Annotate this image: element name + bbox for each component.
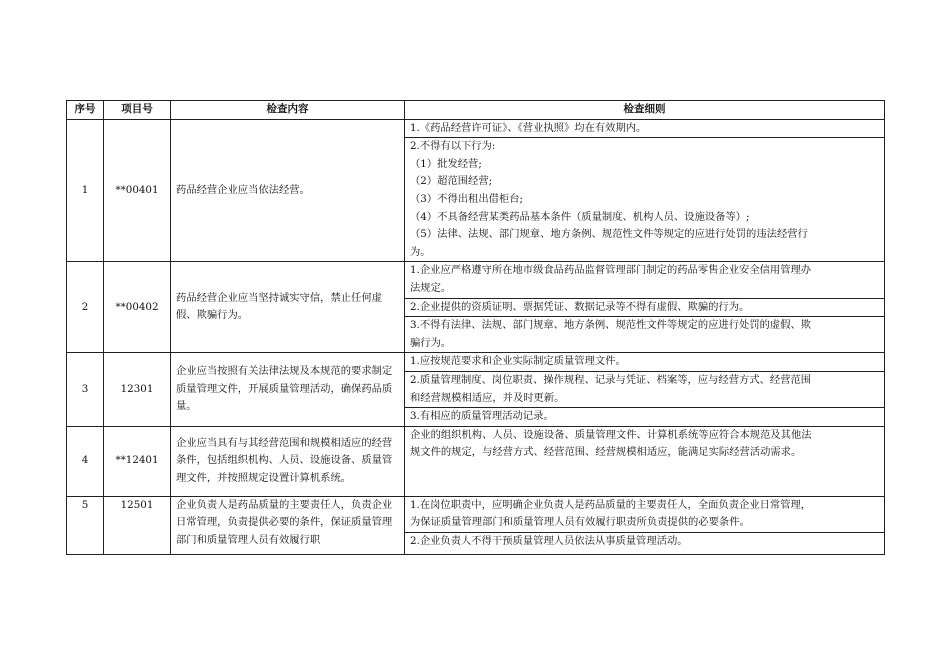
cell-detail bbox=[405, 262, 885, 353]
header-detail: 检查细则 bbox=[405, 101, 885, 120]
cell-content: 药品经营企业应当依法经营。 bbox=[171, 119, 405, 262]
detail-line: 法规定。 bbox=[410, 281, 452, 294]
detail-line: 2.企业负责人不得干预质量管理人员依法从事质量管理活动。 bbox=[410, 534, 688, 547]
inspection-table bbox=[66, 100, 885, 555]
detail-item bbox=[405, 138, 884, 261]
table-row bbox=[67, 262, 885, 353]
table-body bbox=[67, 119, 885, 554]
cell-content: 药品经营企业应当坚持诚实守信，禁止任何虚假、欺骗行为。 bbox=[171, 262, 405, 353]
header-seq: 序号 bbox=[67, 101, 104, 120]
detail-item bbox=[405, 408, 884, 426]
detail-line: （1）批发经营; bbox=[410, 157, 482, 170]
detail-item bbox=[405, 353, 884, 372]
detail-item bbox=[405, 120, 884, 139]
cell-detail bbox=[405, 496, 885, 554]
detail-line: 3.不得有法律、法规、部门规章、地方条例、规范性文件等规定的应进行处罚的虚假、欺 bbox=[410, 319, 812, 332]
cell-item-no: **00401 bbox=[104, 119, 171, 262]
table-row bbox=[67, 496, 885, 554]
detail-line: 1.《药品经营许可证》、《营业执照》均在有效期内。 bbox=[410, 121, 647, 134]
detail-item bbox=[405, 262, 884, 298]
detail-line: 为。 bbox=[410, 245, 431, 258]
cell-seq: 3 bbox=[67, 353, 104, 426]
cell-seq: 1 bbox=[67, 119, 104, 262]
detail-line: 1.在岗位职责中，应明确企业负责人是药品质量的主要责任人，全面负责企业日常管理， bbox=[410, 498, 812, 511]
detail-line: 规文件的规定，与经营方式、经营范围、经营规模相适应，能满足实际经营活动需求。 bbox=[410, 446, 802, 459]
detail-item bbox=[405, 317, 884, 352]
detail-line: 1.应按规范要求和企业实际制定质量管理文件。 bbox=[410, 355, 626, 368]
cell-detail bbox=[405, 426, 885, 496]
cell-seq: 2 bbox=[67, 262, 104, 353]
cell-item-no: **12401 bbox=[104, 426, 171, 496]
detail-line: 企业的组织机构、人员、设施设备、质量管理文件、计算机系统等应符合本规范及其他法 bbox=[410, 428, 812, 441]
cell-detail bbox=[405, 119, 885, 262]
detail-item bbox=[405, 497, 884, 533]
cell-item-no: **00402 bbox=[104, 262, 171, 353]
table-row bbox=[67, 119, 885, 262]
detail-line: （4）不具备经营某类药品基本条件（质量制度、机构人员、设施设备等）; bbox=[410, 210, 750, 223]
table-header-row bbox=[67, 101, 885, 120]
cell-seq: 5 bbox=[67, 496, 104, 554]
header-content: 检查内容 bbox=[171, 101, 405, 120]
table-row bbox=[67, 353, 885, 426]
detail-line: 1.企业应严格遵守所在地市级食品药品监督管理部门制定的药品零售企业安全信用管理办 bbox=[410, 264, 812, 277]
cell-content: 企业应当按照有关法律法规及本规范的要求制定质量管理文件，开展质量管理活动，确保药品质量。 bbox=[171, 353, 405, 426]
detail-line: 2.质量管理制度、岗位职责、操作规程、记录与凭证、档案等，应与经营方式、经营范围 bbox=[410, 373, 812, 386]
detail-line: 2.不得有以下行为: bbox=[410, 140, 496, 153]
detail-item bbox=[405, 427, 884, 462]
detail-item bbox=[405, 533, 884, 551]
cell-detail bbox=[405, 353, 885, 426]
detail-line: （3）不得出租出借柜台; bbox=[410, 192, 523, 205]
detail-line: 和经营规模相适应，并及时更新。 bbox=[410, 391, 565, 404]
cell-seq: 4 bbox=[67, 426, 104, 496]
detail-line: 骗行为。 bbox=[410, 336, 452, 349]
detail-item bbox=[405, 372, 884, 408]
detail-line: 为保证质量管理部门和质量管理人员有效履行职责所负责提供的必要条件。 bbox=[410, 516, 750, 529]
cell-item-no: 12501 bbox=[104, 496, 171, 554]
inspection-table-page bbox=[66, 100, 884, 555]
cell-content: 企业负责人是药品质量的主要责任人，负责企业日常管理，负责提供必要的条件，保证质量管理部门和质量管理人员有效履行职 bbox=[171, 496, 405, 554]
detail-line: 2.企业提供的资质证明、票据凭证、数据记录等不得有虚假、欺骗的行为。 bbox=[410, 300, 750, 313]
header-item-no: 项目号 bbox=[104, 101, 171, 120]
detail-line: （2）超范围经营; bbox=[410, 175, 493, 188]
table-row bbox=[67, 426, 885, 496]
detail-line: 3.有相应的质量管理活动记录。 bbox=[410, 410, 554, 423]
cell-content: 企业应当具有与其经营范围和规模相适应的经营条件，包括组织机构、人员、设施设备、质量管理文件，并按照规定设置计算机系统。 bbox=[171, 426, 405, 496]
detail-item bbox=[405, 299, 884, 318]
detail-line: （5）法律、法规、部门规章、地方条例、规范性文件等规定的应进行处罚的违法经营行 bbox=[410, 228, 808, 241]
cell-item-no: 12301 bbox=[104, 353, 171, 426]
